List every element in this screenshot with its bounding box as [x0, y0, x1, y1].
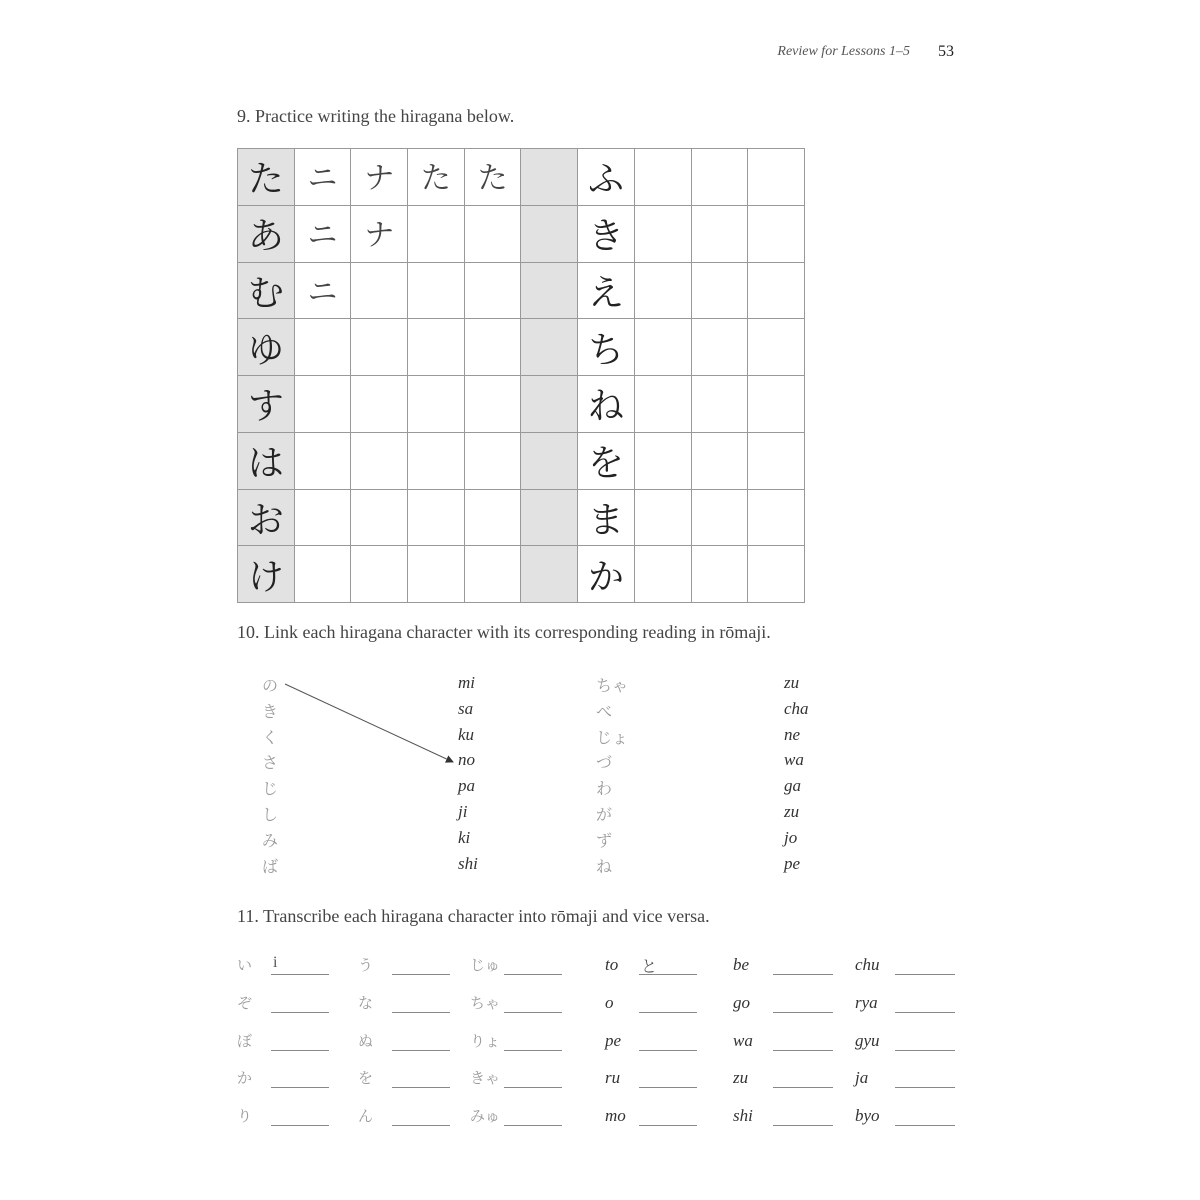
transcribe-item	[470, 992, 562, 1013]
transcribe-item	[605, 992, 697, 1013]
practice-cell[interactable]: ナ	[351, 149, 408, 206]
answer-blank[interactable]	[392, 954, 450, 975]
prompt-text: ぬ	[358, 1031, 374, 1050]
prompt-text: ん	[358, 1107, 374, 1126]
romaji-item[interactable]: sa	[458, 698, 474, 718]
model-character: ち	[578, 319, 635, 376]
model-character: け	[238, 546, 295, 603]
answer-blank[interactable]	[271, 1030, 329, 1051]
model-character: す	[238, 376, 295, 433]
transcribe-item	[358, 1067, 450, 1088]
hiragana-item[interactable]: べ	[596, 701, 613, 721]
romaji-item[interactable]: ga	[784, 776, 801, 796]
transcribe-item	[237, 1105, 329, 1126]
prompt-text: be	[733, 955, 750, 974]
prompt-text: か	[237, 1069, 253, 1088]
transcribe-item	[855, 1105, 955, 1126]
model-character: ふ	[578, 149, 635, 206]
hiragana-item[interactable]: が	[596, 805, 613, 824]
prompt-text: じゅ	[470, 956, 501, 974]
transcribe-item	[470, 1067, 562, 1088]
q9-prompt: 9. Practice writing the hiragana below.	[237, 106, 515, 126]
hiragana-item[interactable]: わ	[596, 779, 613, 799]
model-character: ね	[578, 376, 635, 433]
answer-blank[interactable]	[895, 954, 955, 975]
practice-cell[interactable]: た	[408, 149, 465, 206]
model-character: ゆ	[238, 319, 295, 376]
romaji-item[interactable]: zu	[784, 673, 800, 692]
prompt-text: ぼ	[237, 1031, 253, 1050]
transcribe-item	[733, 1105, 833, 1126]
transcribe-item	[605, 1030, 697, 1051]
answer-blank[interactable]	[271, 1067, 329, 1088]
prompt-text: りょ	[470, 1031, 501, 1050]
model-character: を	[578, 433, 635, 490]
answer-blank[interactable]	[895, 992, 955, 1013]
model-character: え	[578, 263, 635, 320]
answer-blank[interactable]	[639, 1030, 697, 1051]
transcribe-item	[733, 1030, 833, 1051]
transcribe-item	[855, 992, 955, 1013]
transcribe-item	[733, 1067, 833, 1088]
transcribe-item	[358, 1030, 450, 1051]
romaji-item[interactable]: zu	[784, 802, 800, 821]
romaji-item[interactable]: ki	[458, 827, 471, 847]
prompt-text: shi	[733, 1106, 753, 1126]
romaji-item[interactable]: no	[458, 750, 475, 770]
romaji-item[interactable]: jo	[784, 827, 798, 847]
prompt-text: pe	[605, 1030, 622, 1050]
prompt-text: rya	[855, 992, 878, 1012]
model-character: む	[238, 263, 295, 320]
practice-cell[interactable]: ナ	[351, 206, 408, 263]
hiragana-item[interactable]: く	[262, 727, 279, 747]
answer-blank[interactable]	[504, 1067, 562, 1088]
romaji-item[interactable]: ku	[458, 724, 475, 744]
answer-blank[interactable]	[895, 1105, 955, 1126]
prompt-text: gyu	[855, 1030, 880, 1050]
answer-blank[interactable]	[504, 954, 562, 975]
romaji-item[interactable]: ji	[458, 802, 468, 821]
answer-blank[interactable]	[895, 1067, 955, 1088]
transcribe-item	[733, 954, 833, 975]
answer-blank[interactable]	[773, 954, 833, 975]
prompt-text: ぞ	[237, 993, 253, 1012]
prompt-text: きゃ	[470, 1069, 501, 1088]
prompt-text: o	[605, 992, 614, 1012]
hiragana-item[interactable]: じょ	[596, 727, 629, 747]
running-header: Review for Lessons 1–5	[777, 44, 910, 59]
hiragana-item[interactable]: ば	[262, 856, 279, 876]
answer-blank[interactable]	[271, 1105, 329, 1126]
prompt-text: い	[237, 956, 253, 974]
prompt-text: wa	[733, 1030, 753, 1050]
answer-blank[interactable]	[773, 992, 833, 1013]
hiragana-item[interactable]: づ	[596, 753, 613, 773]
romaji-item[interactable]: cha	[784, 698, 809, 718]
transcribe-item	[470, 954, 562, 975]
answer-blank[interactable]	[639, 992, 697, 1013]
page-number: 53	[938, 43, 954, 60]
prompt-text: ru	[605, 1068, 621, 1088]
romaji-item[interactable]: mi	[458, 673, 475, 692]
transcribe-item	[855, 1030, 955, 1051]
romaji-item[interactable]: pe	[784, 853, 801, 873]
prompt-text: byo	[855, 1106, 880, 1126]
answer-blank[interactable]	[504, 992, 562, 1013]
q10-prompt: 10. Link each hiragana character with its corresponding reading in rōmaji.	[237, 622, 771, 642]
answer-blank[interactable]	[639, 1067, 697, 1088]
romaji-item[interactable]: wa	[784, 750, 804, 770]
answer-blank[interactable]	[271, 992, 329, 1013]
hiragana-item[interactable]: み	[262, 830, 279, 850]
prompt-text: to	[605, 955, 619, 974]
model-character: た	[238, 149, 295, 206]
transcribe-item	[470, 1030, 562, 1051]
hiragana-item[interactable]: ね	[596, 856, 613, 876]
practice-cell[interactable]: た	[465, 149, 522, 206]
q11-prompt: 11. Transcribe each hiragana character into rōmaji and vice versa.	[237, 906, 710, 926]
transcribe-item	[237, 1030, 329, 1051]
romaji-item[interactable]: shi	[458, 853, 478, 873]
answer-blank[interactable]	[392, 1030, 450, 1051]
answer-blank[interactable]	[392, 1105, 450, 1126]
transcribe-item	[358, 1105, 450, 1126]
transcribe-item	[605, 954, 697, 975]
practice-cell[interactable]: ニ	[295, 263, 352, 320]
hiragana-item[interactable]: さ	[262, 753, 279, 773]
transcribe-item	[605, 1067, 697, 1088]
model-character: あ	[238, 206, 295, 263]
practice-cell[interactable]: ニ	[295, 206, 352, 263]
answer-blank[interactable]	[392, 992, 450, 1013]
transcribe-item	[358, 992, 450, 1013]
transcribe-item	[855, 954, 955, 975]
model-character: か	[578, 546, 635, 603]
hiragana-item[interactable]: ず	[596, 830, 613, 850]
answer-blank[interactable]	[504, 1030, 562, 1051]
prompt-text: みゅ	[470, 1107, 501, 1126]
answer-blank[interactable]	[773, 1105, 833, 1126]
transcribe-item	[470, 1105, 562, 1126]
hiragana-item[interactable]: き	[262, 701, 279, 721]
prompt-text: zu	[733, 1068, 749, 1088]
hiragana-item[interactable]: の	[262, 676, 279, 695]
prompt-text: ja	[855, 1068, 869, 1088]
practice-cell[interactable]: ニ	[295, 149, 352, 206]
prompt-text: り	[237, 1107, 253, 1126]
prompt-text: chu	[855, 955, 880, 974]
prompt-text: う	[358, 956, 374, 974]
transcribe-item	[733, 992, 833, 1013]
model-character: お	[238, 490, 295, 547]
transcribe-item	[237, 1067, 329, 1088]
model-character: ま	[578, 490, 635, 547]
answer-blank[interactable]	[773, 1030, 833, 1051]
prompt-text: を	[358, 1069, 374, 1088]
answer-blank[interactable]	[392, 1067, 450, 1088]
romaji-item[interactable]: pa	[458, 776, 475, 796]
transcribe-item	[855, 1067, 955, 1088]
answer-blank[interactable]: と	[639, 954, 697, 975]
romaji-item[interactable]: ne	[784, 724, 801, 744]
answer-blank[interactable]	[504, 1105, 562, 1126]
prompt-text: go	[733, 992, 750, 1012]
transcribe-item	[358, 954, 450, 975]
transcribe-item	[605, 1105, 697, 1126]
answer-blank[interactable]	[895, 1030, 955, 1051]
model-character: は	[238, 433, 295, 490]
answer-blank[interactable]	[773, 1067, 833, 1088]
hiragana-item[interactable]: し	[262, 805, 279, 824]
hiragana-item[interactable]: じ	[262, 779, 279, 799]
model-character: き	[578, 206, 635, 263]
answer-blank[interactable]: i	[271, 954, 329, 975]
hiragana-item[interactable]: ちゃ	[596, 676, 629, 695]
answer-blank[interactable]	[639, 1105, 697, 1126]
transcribe-item	[237, 954, 329, 975]
prompt-text: mo	[605, 1106, 626, 1126]
prompt-text: ちゃ	[470, 993, 501, 1012]
prompt-text: な	[358, 993, 374, 1012]
transcribe-item	[237, 992, 329, 1013]
